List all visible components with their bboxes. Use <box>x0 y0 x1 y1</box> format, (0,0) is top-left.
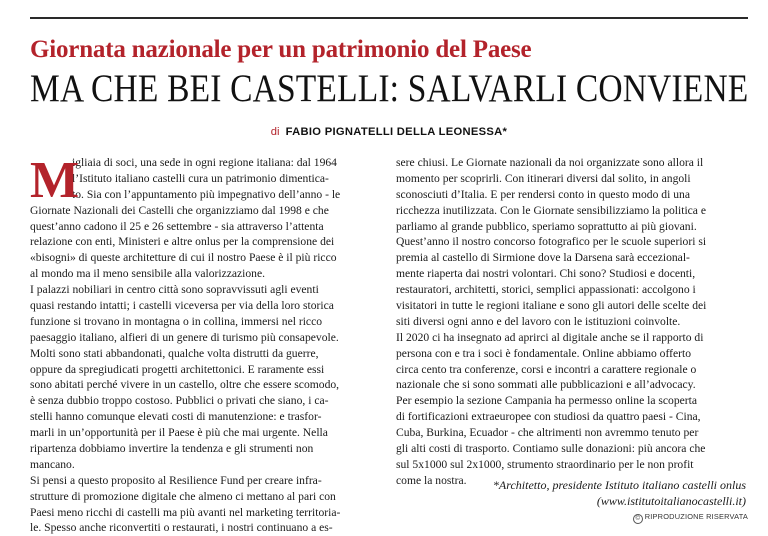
drop-cap: M <box>30 152 80 209</box>
signature-line: (www.istitutoitalianocastelli.it) <box>596 494 746 508</box>
text-line: funzione si trovano in montagna o in collina, immersi nel ricco <box>30 314 323 328</box>
text-line: mancano. <box>30 457 75 471</box>
text-line: Si pensi a questo proposito al Resilience Fund per creare infra- <box>30 473 322 487</box>
article-byline <box>30 125 748 139</box>
top-rule <box>30 17 748 19</box>
text-line: sere chiusi. Le Giornate nazionali da noi organizzate sono allora il <box>396 156 704 169</box>
text-line: paesaggio italiano, alfieri di un genere di turismo più consapevole. <box>30 330 339 344</box>
text-line: di fortificazioni extraeuropee con studiosi da quattro paesi - Cina, <box>396 410 701 424</box>
rights-text: RIPRODUZIONE RISERVATA <box>644 512 748 521</box>
text-line: Paesi meno ricchi di castelli ma più avanti nel marketing territoria- <box>30 505 341 519</box>
article-column-left <box>30 152 376 536</box>
copyright-icon: © <box>633 514 643 524</box>
left-column-text <box>30 152 376 536</box>
text-line: Per esempio la sezione Campania ha permesso online la scoperta <box>396 394 698 408</box>
author-signature <box>326 477 746 509</box>
text-line: nazionale che si sono sommati alle pubblicazioni e all’advocacy. <box>396 378 696 392</box>
text-line: mente riaperta dai nostri volontari. Chi sono? Studiosi e docenti, <box>396 267 696 281</box>
text-line: l’Istituto italiano castelli cura un patrimonio dimentica- <box>72 171 329 185</box>
text-line: premia al castello di Sirmione dove la Darsena sarà eccezional- <box>396 251 690 265</box>
text-line: oppure da spregiudicati progetti architettonici. E raramente essi <box>30 362 325 376</box>
signature-line: *Architetto, presidente Istituto italiano castelli onlus <box>492 478 746 492</box>
text-line: Quest’anno il nostro concorso fotografico per le scuole superiori si <box>396 235 707 249</box>
right-column-text <box>396 155 748 489</box>
article-column-right <box>396 155 748 489</box>
byline-author: FABIO PIGNATELLI DELLA LEONESSA* <box>285 126 508 138</box>
text-line: to. Sia con l’appuntamento più impegnativo dell’anno - le <box>72 187 341 201</box>
text-line: restauratori, architetti, storici, semplici appassionati: accolgono i <box>396 283 696 297</box>
text-line: Cuba, Burkina, Ecuador - che altrimenti non avremmo tenuto per <box>396 426 699 440</box>
text-line: è senza dubbio troppo costoso. Pubblici o privati che siano, i ca- <box>30 394 329 408</box>
text-line: circa cento tra conferenze, corsi e incontri a carattere regionale o <box>396 362 697 376</box>
text-line: le. Spesso anche riconvertiti o restaurati, i nostri continuano a es- <box>30 521 333 535</box>
text-line: stelli hanno comunque elevati costi di manutenzione: e trasfor- <box>30 410 322 424</box>
text-line: quest’anno cadono il 25 e 26 settembre - sia attraverso l’attenta <box>30 219 324 233</box>
text-line: Giornate Nazionali dei Castelli che organizziamo dal 1998 e che <box>30 203 329 217</box>
text-line: «bisogni» di queste architetture di cui il nostro Paese è il più ricco <box>30 251 337 265</box>
rights-notice <box>633 512 748 524</box>
text-line: siti diversi ogni anno e del lavoro con le istituzioni coinvolte. <box>396 314 681 328</box>
text-line: I palazzi nobiliari in centro città sono sopravvissuti agli eventi <box>30 283 319 297</box>
text-line: visitatori in tutte le regioni italiane e sono gli autori delle scelte dei <box>396 299 707 313</box>
text-line: strutture di promozione digitale che almeno ci mettano al pari con <box>30 489 336 503</box>
text-line: parliamo al grande pubblico, speriamo soprattutto ai più giovani. <box>396 219 697 233</box>
text-line: sono abitati perché vivere in un castello, oltre che essere scomodo, <box>30 378 340 392</box>
text-line: Molti sono stati abbandonati, qualche volta distrutti da guerre, <box>30 346 319 360</box>
text-line: gli alti costi di trasporto. Contiamo sulle donazioni: più ancora che <box>396 442 706 456</box>
text-line: marli in un’opportunità per il Paese è più che mai urgente. Nella <box>30 426 328 440</box>
text-line: ripartenza dobbiamo invertire la tendenza e gli strumenti non <box>30 442 314 456</box>
text-line: relazione con enti, Ministeri e altre onlus per la comprensione dei <box>30 235 335 249</box>
text-line: persona con e tra i soci è fondamentale. Online abbiamo offerto <box>396 346 691 360</box>
article-headline: MA CHE BEI CASTELLI: SALVARLI CONVIENE <box>30 67 749 110</box>
text-line: sconosciuti d’Italia. E per rendersi conto in questo modo di una <box>396 187 690 201</box>
text-line: Il 2020 ci ha insegnato ad aprirci al digitale anche se il rapporto di <box>396 330 704 344</box>
article-kicker: Giornata nazionale per un patrimonio del Paese <box>30 36 532 63</box>
text-line: ricchezza inutilizzata. Con le Giornate sensibilizziamo la politica e <box>396 203 707 217</box>
text-line: al mondo ma il meno sensibile alla valorizzazione. <box>30 267 266 281</box>
text-line: quasi restando intatti; i castelli viceversa per via della loro storica <box>30 299 334 313</box>
text-line: momento per scoprirli. Con itinerari diversi dal solito, in angoli <box>396 171 691 185</box>
byline-prefix: di <box>270 126 280 138</box>
text-line: sul 5x1000 sul 2x1000, strumento straordinario per le non profit <box>396 457 694 471</box>
text-line: come la nostra. <box>396 473 467 487</box>
text-line: igliaia di soci, una sede in ogni regione italiana: dal 1964 <box>72 156 337 169</box>
